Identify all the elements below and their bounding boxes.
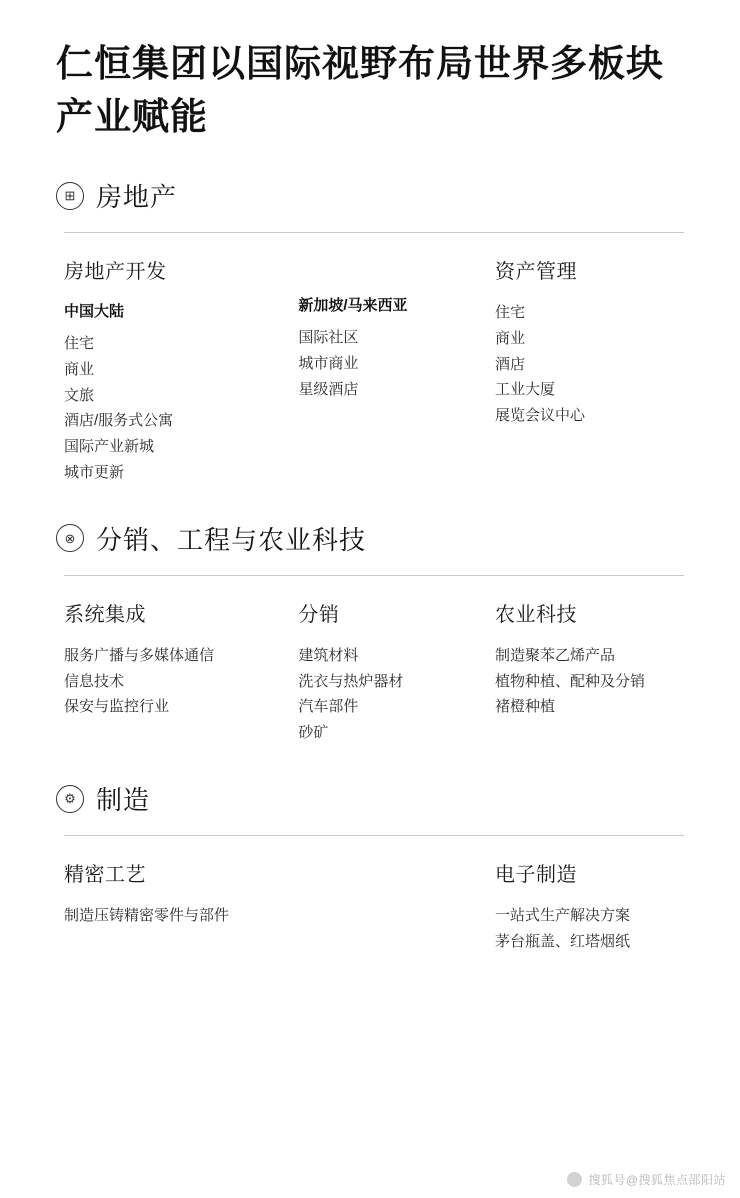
section-title: 分销、工程与农业科技 [96, 524, 367, 555]
list-item: 酒店 [494, 355, 525, 373]
column-singapore-malaysia [298, 255, 495, 486]
list-item: 一站式生产解决方案 [494, 907, 630, 925]
list-item: 城市商业 [298, 354, 359, 372]
section-manufacturing [56, 780, 684, 955]
page-title: 仁恒集团以国际视野布局世界多板块产业赋能 [56, 43, 664, 137]
factory-icon: ⚙ [56, 785, 84, 813]
watermark-text: 搜狐号@搜狐焦点邵阳站 [588, 1173, 726, 1187]
list-item: 酒店/服务式公寓 [64, 412, 174, 430]
column-heading: 系统集成 [64, 603, 146, 626]
column-asset-management [495, 255, 684, 486]
section-columns [56, 255, 684, 486]
list-item: 国际产业新城 [64, 438, 155, 456]
section-header [56, 177, 684, 214]
list-item: 住宅 [494, 304, 525, 322]
column-heading: 资产管理 [494, 261, 577, 284]
list-item: 国际社区 [298, 329, 359, 347]
section-columns [56, 598, 684, 746]
section-distribution-engineering-agritech [56, 520, 684, 746]
list-item: 建筑材料 [298, 646, 359, 664]
list-item: 城市更新 [64, 464, 125, 482]
watermark [567, 1171, 726, 1188]
list-item: 服务广播与多媒体通信 [64, 646, 215, 664]
list-item: 保安与监控行业 [64, 698, 170, 716]
sohu-logo-icon [567, 1172, 582, 1187]
list-item: 褚橙种植 [494, 698, 555, 716]
section-real-estate [56, 177, 684, 486]
list-item: 展览会议中心 [494, 407, 585, 425]
column-heading: 分销 [298, 603, 340, 626]
column-system-integration [64, 598, 298, 746]
list-item: 商业 [64, 360, 95, 378]
divider [64, 232, 684, 233]
list-item: 植物种植、配种及分销 [494, 672, 645, 690]
section-header [56, 520, 684, 557]
list-item: 信息技术 [64, 672, 125, 690]
list-item: 茅台瓶盖、红塔烟纸 [494, 932, 630, 950]
list-item: 商业 [494, 329, 525, 347]
list-item: 工业大厦 [494, 381, 555, 399]
list-item: 制造压铸精密零件与部件 [64, 907, 230, 925]
divider [64, 835, 684, 836]
list-item: 汽车部件 [298, 698, 359, 716]
column-electronics-manufacturing [495, 858, 684, 955]
column-agritech [495, 598, 684, 746]
column-distribution [298, 598, 495, 746]
list-item: 洗衣与热炉器材 [298, 672, 404, 690]
column-subheading: 新加坡/马来西亚 [298, 297, 408, 315]
column-real-estate-development [64, 255, 298, 486]
section-title: 房地产 [96, 182, 178, 213]
list-item: 文旅 [64, 386, 95, 404]
column-heading: 房地产开发 [64, 261, 167, 284]
column-precision-engineering [64, 858, 495, 955]
section-columns [56, 858, 684, 955]
divider [64, 575, 684, 576]
list-item: 制造聚苯乙烯产品 [494, 646, 615, 664]
section-header [56, 780, 684, 817]
column-heading: 电子制造 [494, 864, 577, 887]
section-title: 制造 [96, 785, 151, 816]
column-heading: 精密工艺 [64, 864, 146, 887]
network-icon: ⊗ [56, 524, 84, 552]
building-icon: ⊞ [56, 182, 84, 210]
column-subheading: 中国大陆 [64, 303, 125, 321]
list-item: 星级酒店 [298, 380, 359, 398]
column-heading [298, 255, 495, 278]
list-item: 砂矿 [298, 724, 329, 742]
list-item: 住宅 [64, 335, 95, 353]
column-heading: 农业科技 [494, 603, 577, 626]
